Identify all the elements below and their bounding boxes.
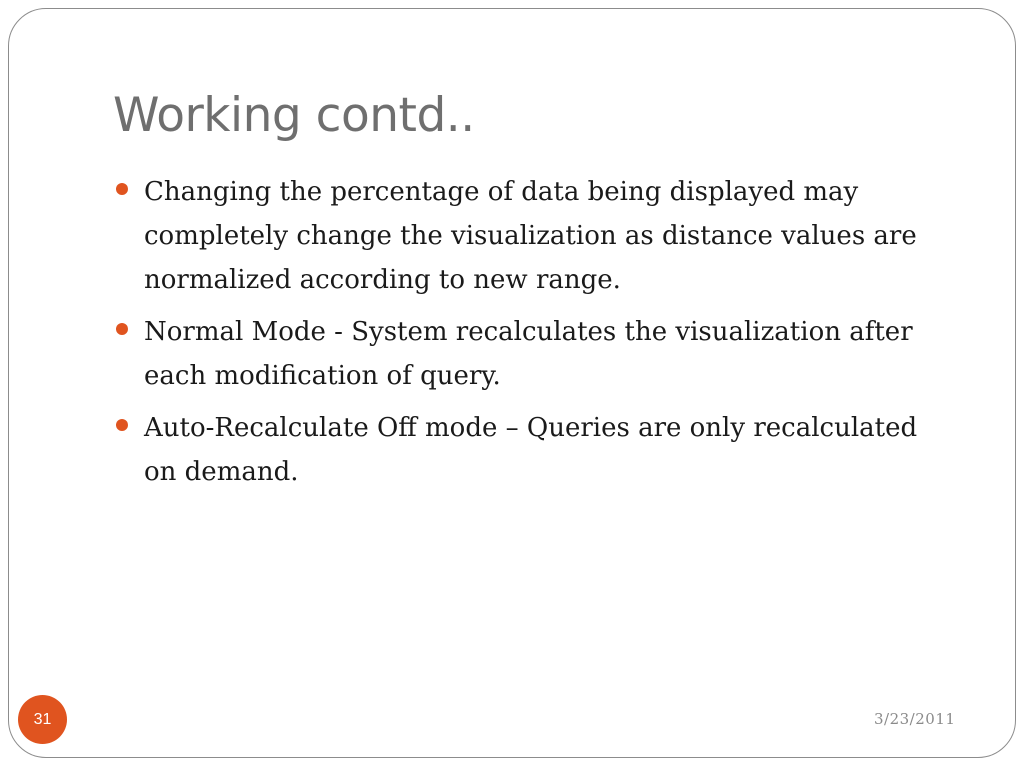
slide-title: Working contd.. xyxy=(113,88,475,143)
bullet-item-3 xyxy=(116,406,946,494)
bullet-text-1: Changing the percentage of data being displayed may completely change the visualization as distance values are normalized according to new range. xyxy=(144,177,917,295)
bullet-item-2 xyxy=(116,310,946,398)
bullet-dot-icon xyxy=(116,323,128,335)
bullet-dot-icon xyxy=(116,183,128,195)
bullet-text-2: Normal Mode - System recalculates the visualization after each modification of query. xyxy=(144,317,913,391)
bullet-dot-icon xyxy=(116,419,128,431)
bullet-item-1 xyxy=(116,170,946,302)
bullet-text-3: Auto-Recalculate Off mode – Queries are only recalculated on demand. xyxy=(144,413,918,487)
bullet-list xyxy=(116,170,946,502)
slide-number-badge: 31 xyxy=(18,695,67,744)
slide-date: 3/23/2011 xyxy=(874,710,956,728)
